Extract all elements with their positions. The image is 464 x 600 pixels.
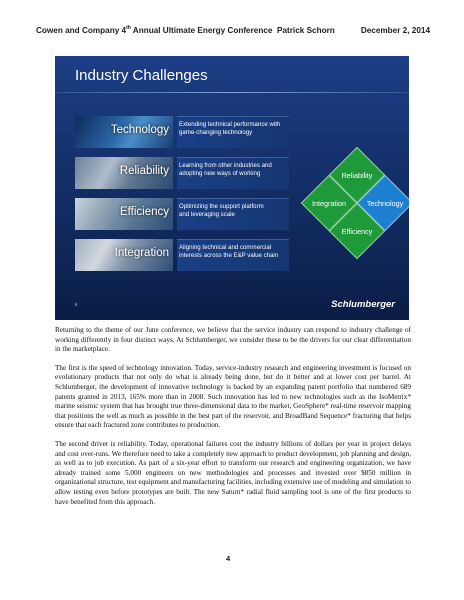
efficiency-photo — [75, 198, 173, 230]
integration-label: Integration — [114, 247, 169, 259]
conference-title: Cowen and Company 4th Annual Ultimate Energy Conference — [36, 25, 273, 35]
slide-number: 6 — [75, 302, 78, 307]
slide-image — [55, 56, 409, 320]
integration-photo — [75, 239, 173, 271]
paragraph-technology: The first is the speed of technology innovation. Today, service-industry research and engineering investment is focused on evolutionary products that not only do what is already being done, but do it better and at lower cost per barrel. At Schlumberger, the development of innovative technology is backed by an expanding patent portfolio that numbered 689 patents granted in 2013, 165% more than in 2008. Such innovation has led to new technologies such as the IsoMetrix* marine seismic system that has brought true three-dimensional data to the market, GeoSphere* real-time reservoir mapping that positions the well as much as possible in the best part of the reservoir, and BroadBand Sequence* fracturing that helps ensure that each fractured zone contributes to production. — [55, 363, 411, 430]
diamond-label-reliability: Reliability — [341, 171, 373, 180]
page-header — [36, 26, 430, 40]
presentation-date: December 2, 2014 — [360, 26, 430, 35]
diamond-label-technology: Technology — [366, 199, 404, 208]
schlumberger-logo: Schlumberger — [331, 299, 395, 310]
challenge-row-integration — [75, 239, 289, 271]
reliability-photo — [75, 157, 173, 189]
paragraph-intro: Returning to the theme of our June conference, we believe that the service industry can respond to industry challenge of working differently in four distinct ways. At Schlumberger, we consider these to be the drivers for our clear differentiation in the marketplace. — [55, 326, 411, 354]
drivers-diamond — [305, 151, 409, 275]
page-number: 4 — [226, 554, 231, 563]
efficiency-label: Efficiency — [119, 206, 169, 218]
technology-label: Technology — [110, 124, 169, 136]
slide-divider — [55, 92, 409, 93]
efficiency-description: Optimizing the support platform and leveraging scale — [177, 198, 289, 230]
paragraph-reliability: The second driver is reliability. Today, operational failures cost the industry billions of dollars per year in project delays and cost over-runs. We therefore need to take a completely new approach to product development, job planning and design, as well as to job execution. As part of a six-year effort to transform our research and engineering organization, we have already trained some 5,000 engineers on new methodologies and processes and invested over $850 million in organizational structure, test equipment and manufacturing facilities, including extensive use of modeling and simulation to allow testing even before prototypes are built. The new Saturn* radial fluid sampling tool is one of the first products to have benefited from this approach. — [55, 439, 411, 506]
reliability-label: Reliability — [119, 165, 169, 177]
technology-photo — [75, 116, 173, 148]
diamond-label-integration: Integration — [312, 199, 346, 208]
integration-description: Aligning technical and commercial interests across the E&P value chain — [177, 239, 289, 271]
diamond-label-efficiency: Efficiency — [341, 227, 373, 236]
author-name: Patrick Schorn — [277, 26, 335, 35]
reliability-description: Learning from other industries and adopting new ways of working — [177, 157, 289, 189]
technology-description: Extending technical performance with game-changing technology — [177, 116, 289, 148]
body-text — [55, 326, 411, 516]
challenge-row-reliability — [75, 157, 289, 189]
challenge-row-efficiency — [75, 198, 289, 230]
slide-title: Industry Challenges — [75, 67, 208, 84]
challenge-row-technology — [75, 116, 289, 148]
